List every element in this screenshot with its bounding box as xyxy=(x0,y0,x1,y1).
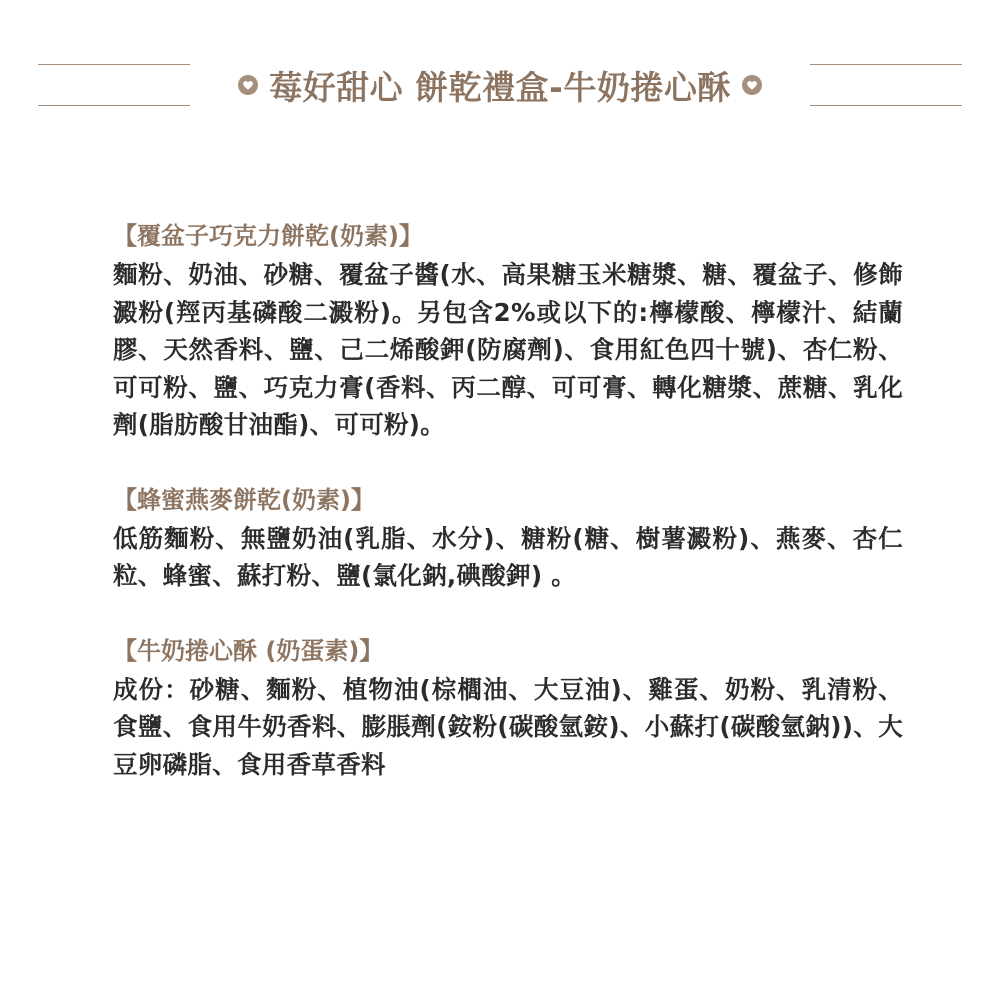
header-title-group xyxy=(168,62,832,108)
ingredient-list: 低筋麵粉、無鹽奶油(乳脂、水分)、糖粉(糖、樹薯澱粉)、燕麥、杏仁粒、蜂蜜、蘇打粉、鹽(氯化鈉,碘酸鉀) 。 xyxy=(113,523,903,590)
ingredients-content xyxy=(113,218,903,821)
heart-icon xyxy=(741,74,763,96)
section-milk-egg-roll xyxy=(113,633,903,784)
section-raspberry-chocolate-cookie xyxy=(113,218,903,444)
section-title: 【牛奶捲心酥 (奶蛋素)】 xyxy=(113,636,384,665)
section-title: 【覆盆子巧克力餅乾(奶素)】 xyxy=(113,222,423,250)
ingredient-list: 麵粉、奶油、砂糖、覆盆子醬(水、高果糖玉米糖漿、糖、覆盆子、修飾澱粉(羥丙基磷酸二澱粉)。另包含2%或以下的:檸檬酸、檸檬汁、結蘭膠、天然香料、鹽、己二烯酸鉀(防腐劑)、食用紅色四十號)、杏仁粉、可可粉、鹽、巧克力膏(香料、丙二醇、可可膏、轉化糖漿、蔗糖、乳化劑(脂肪酸甘油酯)、可可粉)。 xyxy=(113,260,903,439)
ingredient-list: 成份：砂糖、麵粉、植物油(棕櫚油、大豆油)、雞蛋、奶粉、乳清粉、食鹽、食用牛奶香料、膨脹劑(銨粉(碳酸氫銨)、小蘇打(碳酸氫鈉))、大豆卵磷脂、食用香草香料 xyxy=(113,674,903,779)
decorative-line-right-bottom xyxy=(810,105,962,106)
page-title: 莓好甜心 餅乾禮盒-牛奶捲心酥 xyxy=(269,67,731,107)
section-honey-oat-cookie xyxy=(113,482,903,595)
decorative-line-right-top xyxy=(810,64,962,65)
section-title: 【蜂蜜燕麥餅乾(奶素)】 xyxy=(113,485,375,514)
header xyxy=(38,62,962,112)
heart-icon xyxy=(237,74,259,96)
